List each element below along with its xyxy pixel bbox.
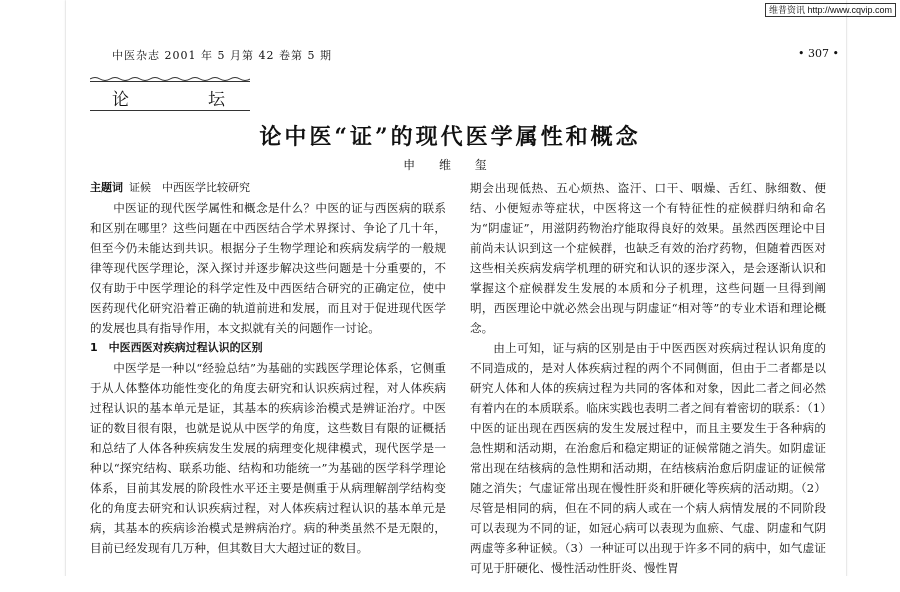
left-column [90, 178, 446, 558]
watermark: 维普资讯 http://www.cqvip.com [765, 3, 896, 17]
right-column [470, 178, 826, 578]
keywords [90, 178, 446, 198]
body-paragraph: 期会出现低热、五心烦热、盗汗、口干、咽燥、舌红、脉细数、便结、小便短赤等症状，中医将这一个有特征性的症候群归纳和命名为“阴虚证”，用滋阴药物治疗能取得良好的效果。虽然西医理论中目前尚未认识到这一个症候群，也缺乏有效的治疗药物，但随着西医对这些相关疾病发病学机理的研究和认识的逐步深入，是会逐渐认识和掌握这个症候群发生发展的本质和分子机理，这些问题一旦得到阐明，西医理论中就必然会出现与阴虚证“相对等”的专业术语和理论概念。 [470, 181, 826, 335]
section-heading: 1 中医西医对疾病过程认识的区别 [90, 341, 263, 354]
wavy-rule-icon [90, 76, 250, 82]
page-number: • 307 • [798, 47, 839, 60]
keywords-text: 证候 中西医学比较研究 [129, 181, 250, 194]
section-char-1: 论 [112, 90, 131, 110]
page-bottom-edge [0, 576, 900, 592]
author: 申 维 玺 [403, 158, 497, 172]
abstract-paragraph: 中医证的现代医学属性和概念是什么？中医的证与西医病的联系和区别在哪里？这些问题在中西医结合学术界探讨、争论了几十年，但至今仍未能达到共识。根据分子生物学理论和疾病发病学的一般规律等现代医学理论，深入探讨并逐步解决这些问题是十分重要的，不仅有助于中医学理论的科学定性及中西医结合研究的正确定位，使中医药现代化研究沿着正确的轨道前进和发展，而且对于促进现代医学的发展也具有指导作用，本文拟就有关的问题作一讨论。 [90, 201, 446, 335]
section-label [90, 81, 250, 111]
section-char-2: 坛 [208, 90, 227, 110]
keywords-label: 主题词 [90, 181, 123, 194]
body-paragraph: 中医学是一种以“经验总结”为基础的实践医学理论体系，它侧重于从人体整体功能性变化的角度去研究和认识疾病过程，对人体疾病过程认识的基本单元是证，其基本的疾病诊治模式是辨证治疗。中医证的数目很有限，也就是说从中医学的角度，这些数目有限的证概括和总结了人体各种疾病发生发展的病理变化规律模式，现代医学是一种以“探究结构、联系功能、结构和功能统一”为基础的医学科学理论体系，目前其发展的阶段性水平还主要是侧重于从病理解剖学结构变化的角度去研究和认识疾病过程，对人体疾病过程认识的基本单元是病，其基本的疾病诊治模式是辨病治疗。病的种类虽然不是无限的，目前已经发现有几万种，但其数目大大超过证的数目。 [90, 361, 446, 555]
running-header-left: 中医杂志 2001 年 5 月第 42 卷第 5 期 [112, 49, 332, 62]
article-title: 论中医“证”的现代医学属性和概念 [259, 124, 641, 150]
body-paragraph: 由上可知，证与病的区别是由于中医西医对疾病过程认识角度的不同造成的，是对人体疾病过程的两个不同侧面，但由于二者都是以研究人体和人体的疾病过程为共同的客体和对象，因此二者之间必然有着内在的本质联系。临床实践也表明二者之间有着密切的联系：（1）中医的证出现在西医病的发生发展过程中，而且主要发生于各种病的急性期和活动期，在治愈后和稳定期证的证候常随之消失。如阴虚证常出现在结核病的急性期和活动期，在结核病治愈后阴虚证的证候常随之消失；气虚证常出现在慢性肝炎和肝硬化等疾病的活动期。（2）尽管是相同的病，但在不同的病人或在一个病人病情发展的不同阶段可以表现为不同的证，如冠心病可以表现为血瘀、气虚、阴虚和气阴两虚等多种证候。（3）一种证可以出现于许多不同的病中，如气虚证可见于肝硬化、慢性活动性肝炎、慢性胃 [470, 341, 826, 575]
